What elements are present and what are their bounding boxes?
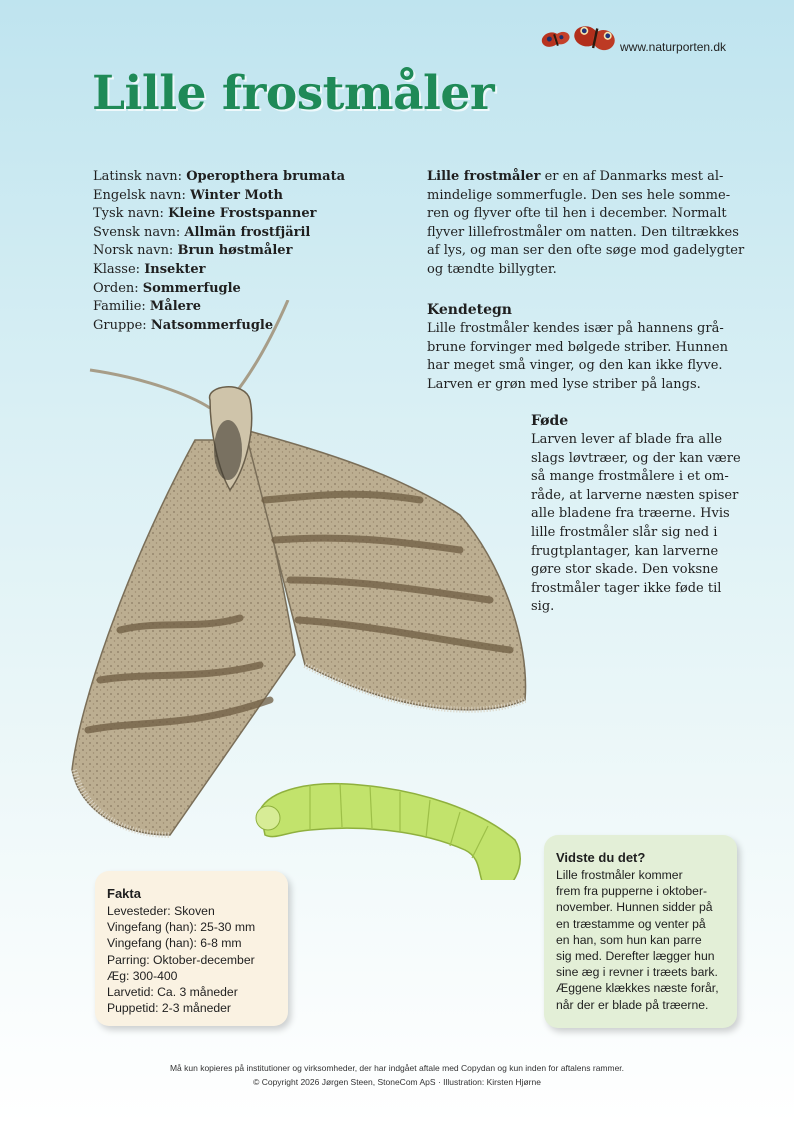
fakta-line: Puppetid: 2-3 måneder <box>107 1001 231 1016</box>
name-row: Orden: Sommerfugle <box>93 280 241 296</box>
fakta-line: Vingefang (han): 25-30 mm <box>107 920 256 935</box>
vidste-title: Vidste du det? <box>556 850 646 865</box>
name-row: Svensk navn: Allmän frostfjäril <box>93 224 311 240</box>
vidste-line: november. Hunnen sidder på <box>556 900 713 915</box>
footer-copyright: © Copyright 2026 Jørgen Steen, StoneCom ApS · Illustration: Kirsten Hjørne <box>253 1077 541 1087</box>
name-row: Latinsk navn: Operopthera brumata <box>93 169 346 184</box>
vidste-line: Æggene klækkes næste forår, <box>556 981 719 996</box>
name-row: Familie: Målere <box>93 299 202 315</box>
fakta-line: Æg: 300-400 <box>107 968 178 983</box>
fode-heading: Føde <box>531 413 569 429</box>
name-row: Gruppe: Natsommerfugle <box>93 317 274 333</box>
butterfly-logo-icon <box>538 22 618 56</box>
fode-section: Føde Larven lever af blade fra alle slags løvtræer, og der kan være så mange frostmålere i et om- råde, at larverne næsten spiser alle bladene fra træerne. Hvis lille frostmåler slår sig ned i frugtplantager, kan larverne gøre stor skade. Den voksne frostmåler tager ikke føde til sig. <box>531 411 746 617</box>
vidste-line: Lille frostmåler kommer <box>556 868 683 882</box>
page-title: Lille frostmåler <box>92 66 495 121</box>
caterpillar-illustration <box>256 783 520 880</box>
site-url[interactable]: www.naturporten.dk <box>620 40 727 54</box>
vidste-line: en træstamme og venter på <box>556 916 706 931</box>
name-row: Klasse: Insekter <box>93 261 206 277</box>
vidste-line: sine æg i revner i træets bark. <box>556 965 718 980</box>
fakta-line: Parring: Oktober-december <box>107 952 255 967</box>
kendetegn-section: Kendetegn Lille frostmåler kendes især på hannens grå- brune forvinger med bølgede striber. Hunnen har meget små vinger, og den kan ikke flyve. Larven er grøn med lyse striber på langs. <box>427 300 747 394</box>
name-row: Tysk navn: Kleine Frostspanner <box>93 206 317 222</box>
vidste-line: når der er blade på træerne. <box>556 997 709 1012</box>
fakta-title: Fakta <box>107 886 141 901</box>
fakta-box <box>95 871 288 1026</box>
footer-license: Må kun kopieres på institutioner og virksomheder, der har indgået aftale med Copydan og kun inden for aftalens rammer. <box>169 1063 625 1073</box>
name-row: Engelsk navn: Winter Moth <box>93 187 284 203</box>
names-list <box>93 168 345 335</box>
vidste-line: sig med. Derefter lægger hun <box>556 949 715 964</box>
fakta-line: Levesteder: Skoven <box>107 904 215 918</box>
fakta-line: Larvetid: Ca. 3 måneder <box>107 985 238 1000</box>
vidste-line: en han, som hun kan parre <box>556 932 702 947</box>
kendetegn-heading: Kendetegn <box>427 302 512 318</box>
fakta-line: Vingefang (han): 6-8 mm <box>107 936 242 951</box>
name-row: Norsk navn: Brun høstmåler <box>93 243 293 259</box>
intro-paragraph: Lille frostmåler er en af Danmarks mest al- mindelige sommerfugle. Den ses hele somme- ren og flyver ofte til hen i december. Normalt flyver lillefrostmåler om natten. Den tiltrækkes af lys, og man ser den ofte søge mod gadelygter og tændte billygter. <box>427 169 745 277</box>
footer <box>0 1061 794 1089</box>
vidste-box <box>544 835 737 1028</box>
vidste-line: frem fra pupperne i oktober- <box>556 884 708 899</box>
